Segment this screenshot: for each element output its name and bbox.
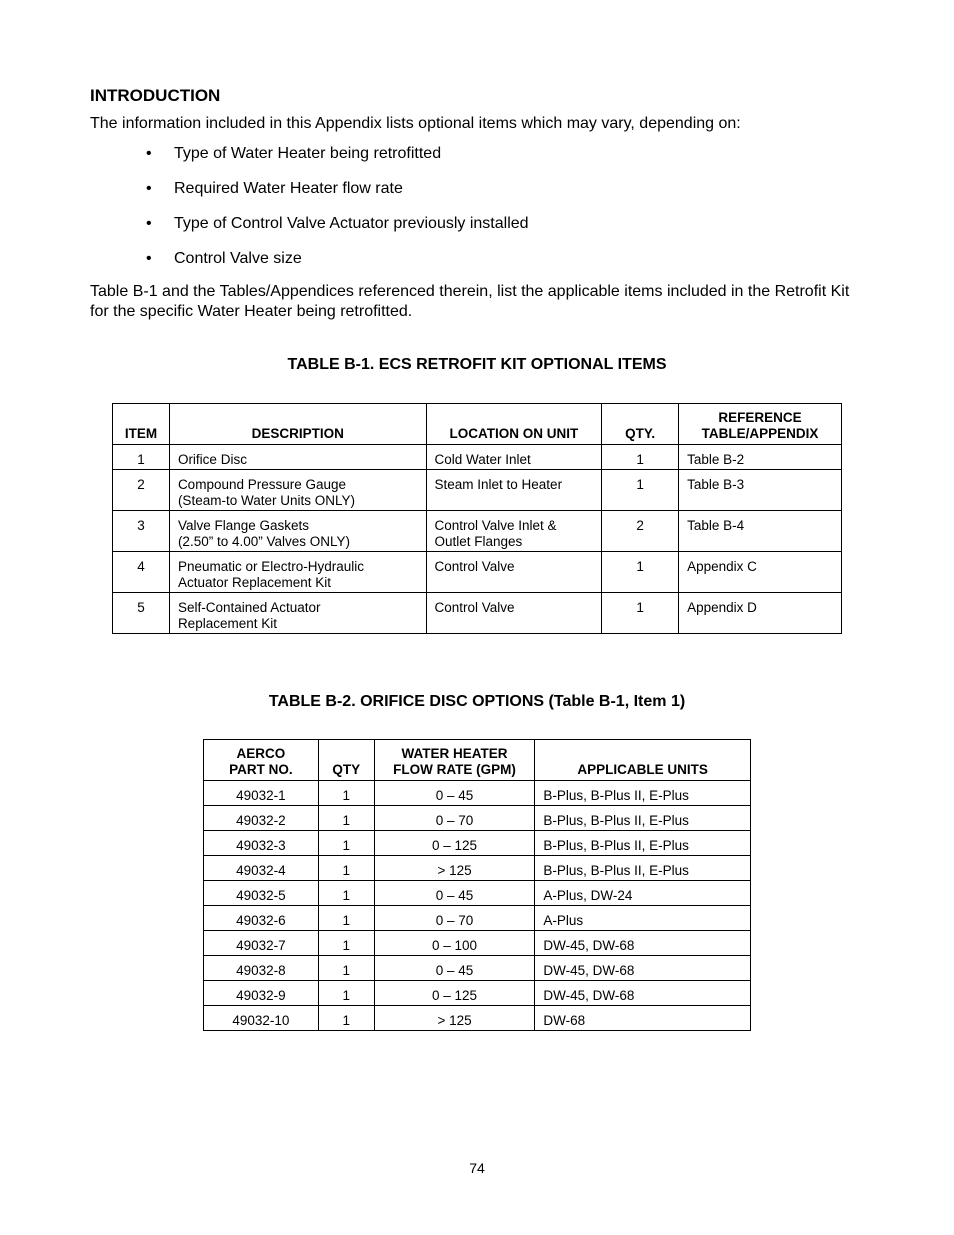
header-flow-rate [374, 740, 535, 781]
cell-description-line1: Compound Pressure Gauge [177, 477, 347, 492]
cell-qty: 1 [318, 931, 374, 956]
cell-location-line1: Cold Water Inlet [434, 452, 531, 467]
cell-applicable-units: B-Plus, B-Plus II, E-Plus [535, 806, 751, 831]
header-part-line1: AERCO [236, 746, 286, 761]
cell-description [169, 511, 426, 552]
cell-qty: 1 [602, 445, 679, 470]
cell-applicable-units: DW-45, DW-68 [535, 956, 751, 981]
header-flow-line1: WATER HEATER [401, 746, 508, 761]
cell-reference: Table B-3 [679, 470, 842, 511]
cell-qty: 1 [318, 781, 374, 806]
bullet-icon: • [146, 180, 152, 197]
cell-flow-rate: 0 – 45 [374, 956, 535, 981]
retrofit-items-table [112, 403, 842, 634]
cell-description [169, 470, 426, 511]
header-reference [679, 404, 842, 445]
table-row [204, 981, 751, 1006]
table-row [113, 511, 842, 552]
cell-qty: 1 [318, 956, 374, 981]
table-row [204, 881, 751, 906]
table2-caption: TABLE B-2. ORIFICE DISC OPTIONS (Table B-1, Item 1) [268, 693, 686, 710]
body-paragraph: Table B-1 and the Tables/Appendices referenced therein, list the applicable items included in the Retrofit Kit for the specific Water Heater being retrofitted. [90, 283, 850, 320]
bullet-text: Type of Control Valve Actuator previously installed [174, 215, 529, 232]
page-number: 74 [469, 1160, 485, 1176]
table-row [204, 856, 751, 881]
cell-location [426, 593, 602, 634]
table-row [204, 1006, 751, 1031]
cell-applicable-units: A-Plus, DW-24 [535, 881, 751, 906]
cell-part-no: 49032-9 [204, 981, 319, 1006]
table-row [204, 931, 751, 956]
cell-location-line2: Outlet Flanges [434, 534, 523, 549]
table-row [204, 906, 751, 931]
cell-flow-rate: 0 – 100 [374, 931, 535, 956]
cell-qty: 2 [602, 511, 679, 552]
table-header-row [204, 740, 751, 781]
cell-description-line1: Valve Flange Gaskets [177, 518, 310, 533]
cell-applicable-units: B-Plus, B-Plus II, E-Plus [535, 856, 751, 881]
cell-flow-rate: > 125 [374, 856, 535, 881]
cell-qty: 1 [318, 906, 374, 931]
cell-qty: 1 [318, 881, 374, 906]
cell-part-no: 49032-10 [204, 1006, 319, 1031]
table-row [204, 831, 751, 856]
cell-applicable-units: A-Plus [535, 906, 751, 931]
cell-location [426, 445, 602, 470]
bullet-icon: • [146, 145, 152, 162]
cell-description [169, 552, 426, 593]
table-row [113, 470, 842, 511]
cell-qty: 1 [318, 806, 374, 831]
cell-item: 1 [113, 445, 170, 470]
cell-description-line1: Orifice Disc [177, 452, 247, 467]
header-applicable-units: APPLICABLE UNITS [535, 740, 751, 781]
cell-part-no: 49032-4 [204, 856, 319, 881]
cell-description-line2: (2.50” to 4.00” Valves ONLY) [177, 534, 351, 549]
cell-part-no: 49032-2 [204, 806, 319, 831]
header-reference-line1: REFERENCE [718, 410, 802, 425]
table1-caption: TABLE B-1. ECS RETROFIT KIT OPTIONAL ITEMS [287, 356, 667, 373]
cell-qty: 1 [602, 470, 679, 511]
cell-item: 4 [113, 552, 170, 593]
cell-part-no: 49032-5 [204, 881, 319, 906]
cell-description-line2: Actuator Replacement Kit [177, 575, 332, 590]
cell-location-line1: Steam Inlet to Heater [434, 477, 563, 492]
header-item: ITEM [113, 404, 170, 445]
header-location: LOCATION ON UNIT [426, 404, 602, 445]
cell-description-line1: Pneumatic or Electro-Hydraulic [177, 559, 365, 574]
cell-item: 2 [113, 470, 170, 511]
cell-reference: Table B-4 [679, 511, 842, 552]
cell-applicable-units: B-Plus, B-Plus II, E-Plus [535, 831, 751, 856]
cell-description [169, 445, 426, 470]
cell-item: 3 [113, 511, 170, 552]
cell-reference: Appendix C [679, 552, 842, 593]
cell-qty: 1 [602, 552, 679, 593]
cell-part-no: 49032-3 [204, 831, 319, 856]
table-row [113, 552, 842, 593]
cell-qty: 1 [318, 831, 374, 856]
cell-part-no: 49032-6 [204, 906, 319, 931]
bullet-text: Control Valve size [174, 250, 302, 267]
cell-description-line2: (Steam-to Water Units ONLY) [177, 493, 355, 508]
cell-description-line1: Self-Contained Actuator [177, 600, 321, 615]
cell-description-line2: Replacement Kit [177, 616, 277, 631]
header-part-line2: PART NO. [229, 762, 293, 777]
cell-location [426, 511, 602, 552]
bullet-item [146, 249, 529, 284]
bullet-text: Type of Water Heater being retrofitted [174, 145, 442, 162]
cell-item: 5 [113, 593, 170, 634]
bullet-list [146, 144, 529, 284]
table-row [204, 956, 751, 981]
cell-part-no: 49032-8 [204, 956, 319, 981]
table-row [113, 445, 842, 470]
bullet-item [146, 214, 529, 249]
orifice-disc-table [203, 739, 751, 1031]
bullet-item [146, 179, 529, 214]
cell-location-line1: Control Valve Inlet & [434, 518, 557, 533]
cell-flow-rate: 0 – 125 [374, 831, 535, 856]
intro-text: The information included in this Appendix lists optional items which may vary, depending on: [90, 115, 741, 132]
table-row [204, 781, 751, 806]
cell-part-no: 49032-1 [204, 781, 319, 806]
cell-flow-rate: 0 – 125 [374, 981, 535, 1006]
cell-location [426, 470, 602, 511]
header-flow-line2: FLOW RATE (GPM) [393, 762, 516, 777]
cell-qty: 1 [318, 981, 374, 1006]
cell-applicable-units: DW-68 [535, 1006, 751, 1031]
cell-flow-rate: > 125 [374, 1006, 535, 1031]
header-reference-line2: TABLE/APPENDIX [701, 426, 819, 441]
table-row [204, 806, 751, 831]
cell-qty: 1 [602, 593, 679, 634]
cell-qty: 1 [318, 1006, 374, 1031]
section-heading: INTRODUCTION [90, 86, 221, 105]
cell-reference: Appendix D [679, 593, 842, 634]
cell-qty: 1 [318, 856, 374, 881]
bullet-text: Required Water Heater flow rate [174, 180, 403, 197]
header-description: DESCRIPTION [169, 404, 426, 445]
bullet-icon: • [146, 250, 152, 267]
header-part-no [204, 740, 319, 781]
cell-part-no: 49032-7 [204, 931, 319, 956]
cell-reference: Table B-2 [679, 445, 842, 470]
header-qty: QTY [318, 740, 374, 781]
cell-applicable-units: B-Plus, B-Plus II, E-Plus [535, 781, 751, 806]
table-header-row [113, 404, 842, 445]
bullet-icon: • [146, 215, 152, 232]
cell-flow-rate: 0 – 70 [374, 906, 535, 931]
cell-flow-rate: 0 – 70 [374, 806, 535, 831]
cell-flow-rate: 0 – 45 [374, 881, 535, 906]
cell-location-line1: Control Valve [434, 600, 515, 615]
table-row [113, 593, 842, 634]
cell-flow-rate: 0 – 45 [374, 781, 535, 806]
cell-location-line1: Control Valve [434, 559, 515, 574]
header-qty: QTY. [602, 404, 679, 445]
cell-description [169, 593, 426, 634]
bullet-item [146, 144, 529, 179]
cell-applicable-units: DW-45, DW-68 [535, 981, 751, 1006]
cell-location [426, 552, 602, 593]
cell-applicable-units: DW-45, DW-68 [535, 931, 751, 956]
